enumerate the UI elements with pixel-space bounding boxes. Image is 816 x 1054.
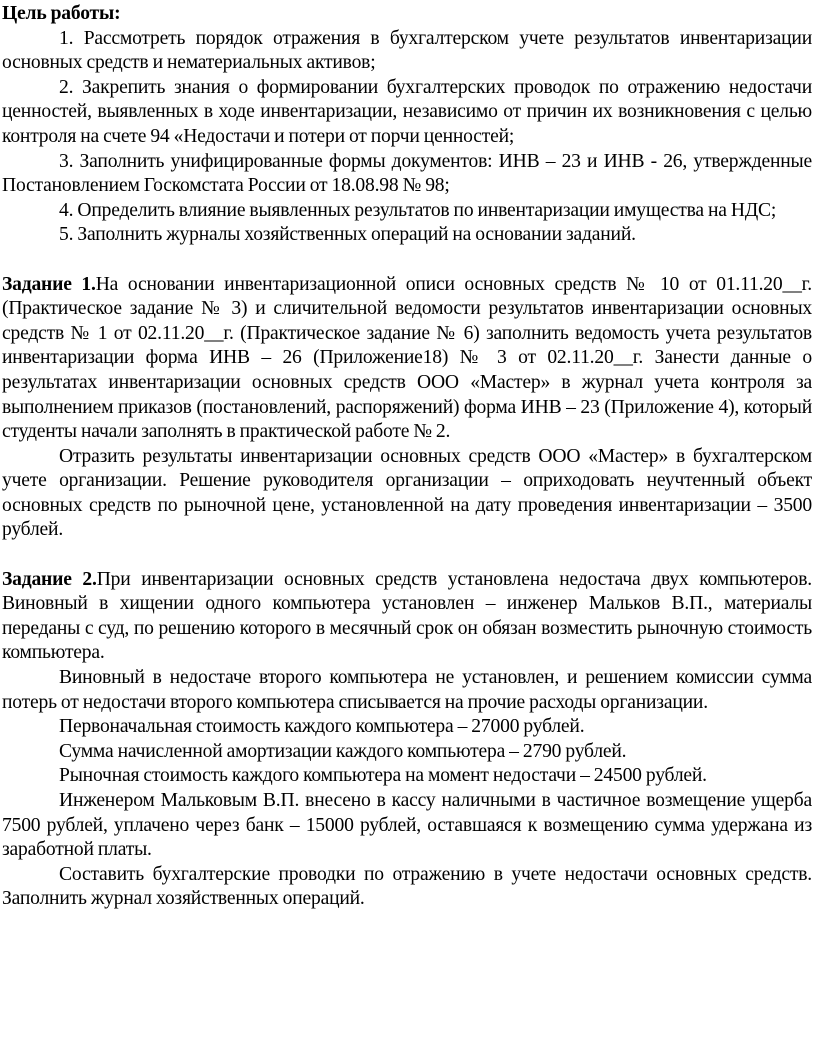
task2-text: При инвентаризации основных средств установлена недостача двух компьютеров. Виновный в хищении одного компьютера установлен – инженер Мальков В.П., материалы переданы с суд, по решению которого в месячный срок он обязан возместить рыночную стоимость компьютера. <box>2 568 812 664</box>
spacer <box>2 248 812 273</box>
goal-item-5: 5. Заполнить журналы хозяйственных операций на основании заданий. <box>59 224 636 246</box>
task2-paragraph <box>2 568 812 666</box>
goal-item-3: 3. Заполнить унифицированные формы документов: ИНВ – 23 и ИНВ - 26, утвержденные Постановлением Госкомстата России от 18.08.98 № 98; <box>2 150 812 197</box>
task2-label: Задание 2. <box>2 568 97 590</box>
task2-paragraph-4: Сумма начисленной амортизации каждого компьютера – 2790 рублей. <box>59 740 627 762</box>
goal-item-1: 1. Рассмотреть порядок отражения в бухгалтерском учете результатов инвентаризации основных средств и нематериальных активов; <box>2 27 812 74</box>
task2-paragraph-5: Рыночная стоимость каждого компьютера на момент недостачи – 24500 рублей. <box>59 765 707 787</box>
task1-text: На основании инвентаризационной описи основных средств № 10 от 01.11.20__г. (Практическое задание № 3) и сличительной ведомости результатов инвентаризации основных средств № 1 от 02.11.20__г. (Практическое задание № 6) заполнить ведомость учета результатов инвентаризации форма ИНВ – 26 (Приложение18) № 3 от 02.11.20__г. Занести данные о результатах инвентаризации основных средств ООО «Мастер» в журнал учета контроля за выполнением приказов (постановлений, распоряжений) форма ИНВ – 23 (Приложение 4), который студенты начали заполнять в практической работе № 2. <box>2 273 812 443</box>
task2-paragraph-3: Первоначальная стоимость каждого компьютера – 27000 рублей. <box>59 716 585 738</box>
task2-paragraph-7: Составить бухгалтерские проводки по отражению в учете недостачи основных средств. Заполнить журнал хозяйственных операций. <box>2 863 812 910</box>
task1-paragraph-2: Отразить результаты инвентаризации основных средств ООО «Мастер» в бухгалтерском учете организации. Решение руководителя организации – оприходовать неучтенный объект основных средств по рыночной цене, установленной на дату проведения инвентаризации – 3500 рублей. <box>2 445 812 541</box>
task1-paragraph <box>2 273 812 445</box>
task2-paragraph-2: Виновный в недостаче второго компьютера не установлен, и решением комиссии сумма потерь от недостачи второго компьютера списывается на прочие расходы организации. <box>2 667 812 713</box>
goal-item-2: 2. Закрепить знания о формировании бухгалтерских проводок по отражению недостачи ценностей, выявленных в ходе инвентаризации, независимо от причин их возникновения с целью контроля на счете 94 «Недостачи и потери от порчи ценностей; <box>2 76 812 147</box>
goal-item-4: 4. Определить влияние выявленных результатов по инвентаризации имущества на НДС; <box>59 199 777 221</box>
task1-label: Задание 1. <box>2 273 96 295</box>
goal-heading: Цель работы: <box>2 3 121 24</box>
spacer <box>2 543 812 568</box>
task2-paragraph-6: Инженером Мальковым В.П. внесено в кассу наличными в частичное возмещение ущерба 7500 рублей, уплачено через банк – 15000 рублей, оставшаяся к возмещению сумма удержана из заработной платы. <box>2 790 812 861</box>
document-page <box>2 2 812 912</box>
